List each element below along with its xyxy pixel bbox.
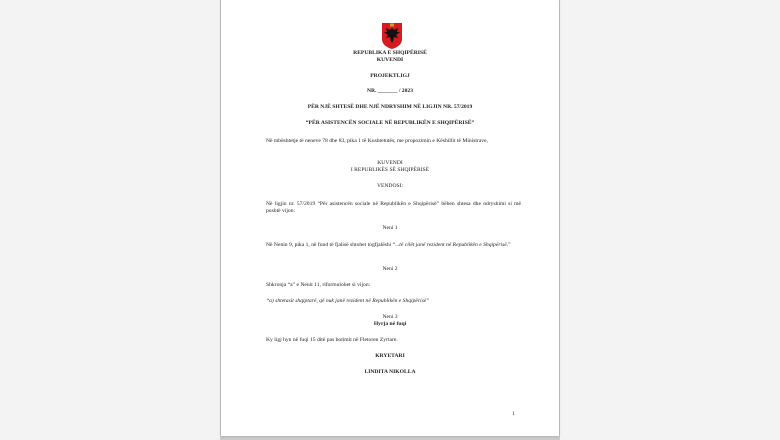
article-3-text: Ky ligj hyn në fuqi 15 ditë pas botimit në Fletoren Zyrtare. bbox=[266, 337, 398, 343]
article-1-text bbox=[266, 242, 521, 249]
article-1-text-plain: Në Nenin 9, pika 1, në fund të fjalisë shtohet togfjalëshi “ bbox=[266, 242, 396, 248]
decides-line: VENDOSI: bbox=[376, 183, 404, 189]
article-2-text: Shkronja “a” e Nenit 11, riformulohet si vijon: bbox=[266, 282, 371, 288]
article-3-heading: Hyrja në fuqi bbox=[373, 321, 407, 327]
assembly-heading: KUVENDI bbox=[376, 57, 404, 63]
article-2-title: Neni 2 bbox=[382, 266, 398, 272]
enactor-line-1: KUVENDI bbox=[377, 160, 403, 166]
page-number: 1 bbox=[512, 411, 515, 418]
document-number: NR. _______ / 2023 bbox=[367, 88, 413, 94]
document-subtitle: “PËR ASISTENCËN SOCIALE NË REPUBLIKËN E SHQIPËRISË” bbox=[305, 120, 475, 126]
document-title: PËR NJË SHTESË DHE NJË NDRYSHIM NË LIGJIN NR. 57/2019 bbox=[307, 104, 473, 110]
viewer-left-margin bbox=[0, 0, 220, 440]
preamble-paragraph: Në mbështetje të neneve 78 dhe 83, pika 1 të Kushtetutës, me propozimin e Këshillit të Ministrave, bbox=[266, 138, 488, 144]
intro-paragraph: Në ligjin nr. 57/2019 “Për asistencën sociale në Republikën e Shqipërisë” bëhen shtesa dhe ndryshimi si më poshtë vijon: bbox=[266, 201, 521, 214]
signature-role: KRYETARI bbox=[375, 353, 405, 359]
document-page bbox=[221, 0, 559, 436]
signature-name: LINDITA NIKOLLA bbox=[364, 369, 416, 375]
article-1-text-end: ” bbox=[508, 242, 511, 248]
document-type: PROJEKTLIGJ bbox=[370, 73, 410, 79]
viewer-right-margin bbox=[560, 0, 780, 440]
albanian-coat-of-arms-icon bbox=[381, 22, 403, 50]
article-1-title: Neni 1 bbox=[382, 225, 398, 231]
article-3-title: Neni 3 bbox=[382, 314, 398, 320]
article-2-quote: “a) shtetasit shqiptarë, që nuk janë rezident në Republikën e Shqipërisë” bbox=[266, 298, 430, 304]
article-1-text-italic: ...të cilët janë rezident në Republikën e Shqipërisë. bbox=[395, 242, 509, 248]
republic-heading: REPUBLIKA E SHQIPËRISË bbox=[353, 50, 427, 56]
enactor-line-2: I REPUBLIKËS SË SHQIPËRISË bbox=[350, 167, 430, 173]
